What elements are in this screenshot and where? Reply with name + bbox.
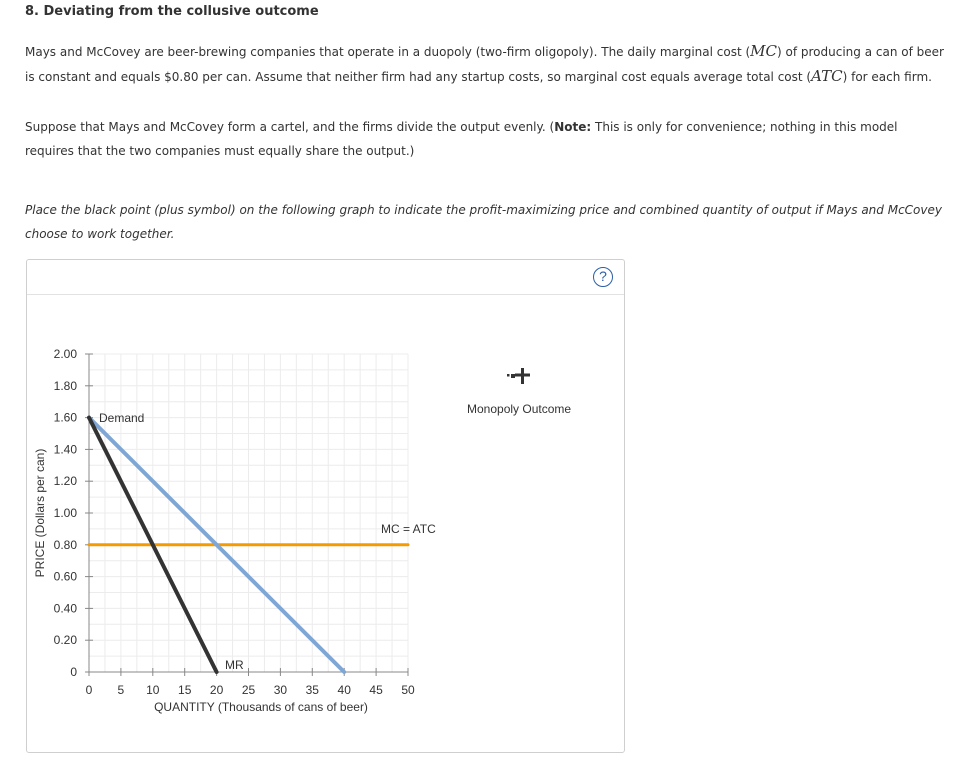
y-tick-label: 0.60: [53, 569, 77, 584]
x-tick-label: 45: [369, 683, 383, 697]
chart-ticks: [54, 347, 415, 697]
mr-label: MR: [225, 658, 244, 672]
intro-paragraph: Mays and McCovey are beer-brewing companies that operate in a duopoly (two-firm oligopoly). The daily marginal cost (MC) of producing a can of beer is constant and equals $0.80 per can. Assume that neither firm had any startup costs, so marginal cost equals average total cost (ATC) for each firm.: [25, 42, 944, 85]
y-tick-label: 0.20: [53, 633, 77, 648]
x-tick-label: 25: [241, 683, 256, 697]
y-tick-label: 1.00: [53, 506, 77, 520]
y-tick-label: 1.80: [53, 378, 77, 393]
monopoly-outcome-tool[interactable]: [507, 368, 530, 384]
y-tick-label: 1.20: [53, 474, 77, 489]
x-tick-label: 0: [85, 683, 93, 697]
x-tick-label: 35: [305, 683, 319, 697]
x-tick-label: 10: [146, 683, 160, 697]
graph-instruction: Place the black point (plus symbol) on the following graph to indicate the profit-maximizing price and combined quantity of output if Mays and McCovey choose to work together.: [25, 203, 942, 241]
supply-demand-graph[interactable]: [27, 260, 624, 752]
y-axis-label: PRICE (Dollars per can): [33, 448, 47, 578]
question-title: 8. Deviating from the collusive outcome: [25, 4, 319, 19]
x-tick-label: 20: [209, 683, 224, 697]
y-tick-label: 0: [70, 665, 77, 679]
y-tick-label: 2.00: [53, 347, 77, 361]
monopoly-outcome-label: Monopoly Outcome: [467, 402, 572, 416]
x-tick-label: 50: [401, 683, 415, 697]
x-tick-label: 40: [337, 683, 351, 697]
y-tick-label: 1.60: [53, 410, 77, 425]
y-tick-label: 0.40: [53, 601, 77, 616]
x-tick-label: 5: [117, 683, 125, 697]
cartel-paragraph: Suppose that Mays and McCovey form a cartel, and the firms divide the output evenly. (Note: This is only for convenience; nothing in this model requires that the two companies must equally share the output.): [25, 120, 898, 158]
x-axis-label: QUANTITY (Thousands of cans of beer): [154, 700, 368, 714]
mc-atc-label: MC = ATC: [381, 522, 436, 536]
plus-point-icon[interactable]: [515, 368, 530, 384]
x-tick-label: 15: [178, 683, 192, 697]
y-tick-label: 1.40: [53, 442, 77, 457]
question-mark-icon[interactable]: ?: [593, 267, 613, 287]
graph-panel: [26, 259, 625, 753]
y-tick-label: 0.80: [53, 537, 77, 552]
x-tick-label: 30: [273, 683, 288, 697]
demand-label: Demand: [99, 411, 145, 425]
